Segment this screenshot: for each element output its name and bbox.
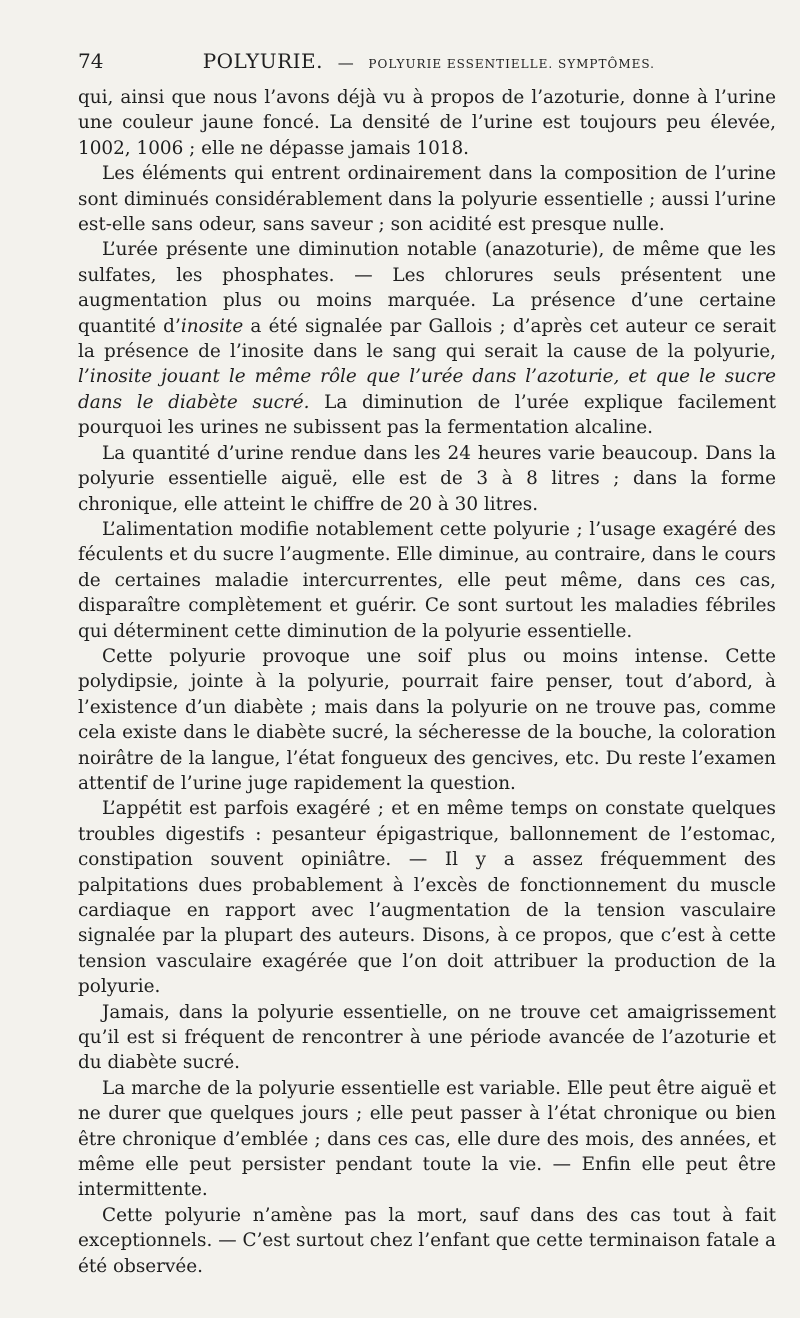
paragraph: L’appétit est parfois exagéré ; et en même temps on constate quelques troubles digestifs : pesanteur épigastrique, ballonnement de l’estomac, constipation souvent opiniâtre. — Il y a assez fréquemment des palpitations dues probablement à l’excès de fonctionnement du muscle cardiaque en rapport avec l’augmentation de la tension vasculaire signalée par la plupart des auteurs. Disons, à ce propos, que c’est à cette tension vasculaire exagérée que l’on doit attribuer la production de la polyurie. xyxy=(78,798,776,998)
paragraph: Cette polyurie n’amène pas la mort, sauf dans des cas tout à fait exceptionnels. — C’est surtout chez l’enfant que cette terminaison fatale a été observée. xyxy=(78,1204,776,1277)
page-number: 74 xyxy=(78,49,104,73)
page-body xyxy=(78,85,776,1279)
header-separator: — xyxy=(337,53,354,72)
paragraph-text: L’urée présente une diminution notable (anazoturie), de même que les sulfates, les phosphates. — Les chlorures seuls présentent une augmentation plus ou moins marquée. La présence d’une certaine quantité d’ xyxy=(78,239,776,337)
italic-quote: l’inosite jouant le même rôle que l’urée dans l’azoturie, et que le sucre dans le diabète sucré. xyxy=(78,366,776,413)
paragraph-text: a été signalée par Gallois ; d’après cet auteur ce serait la présence de l’inosite dans le sang qui serait la cause de la polyurie, xyxy=(78,315,777,363)
running-title: POLYURIE. xyxy=(202,49,324,73)
running-subtitle: POLYURIE ESSENTIELLE. SYMPTÔMES. xyxy=(368,57,655,71)
paragraph: Les éléments qui entrent ordinairement dans la composition de l’urine sont diminués considérablement dans la polyurie essentielle ; aussi l’urine est-elle sans odeur, sans saveur ; son acidité est presque nulle. xyxy=(78,163,776,236)
paragraph: Cette polyurie provoque une soif plus ou moins intense. Cette polydipsie, jointe à la polyurie, pourrait faire penser, tout d’abord, à l’existence d’un diabète ; mais dans la polyurie on ne trouve pas, comme cela existe dans le diabète sucré, la sécheresse de la bouche, la coloration noirâtre de la langue, l’état fongueux des gencives, etc. Du reste l’examen attentif de l’urine juge rapidement la question. xyxy=(78,645,776,794)
running-header xyxy=(78,46,778,76)
paragraph: L’alimentation modifie notablement cette polyurie ; l’usage exagéré des féculents et du sucre l’augmente. Elle diminue, au contraire, dans le cours de certaines maladie intercurrentes, elle peut même, dans ces cas, disparaître complètement et guérir. Ce sont surtout les maladies fébriles qui déterminent cette diminution de la polyurie essentielle. xyxy=(78,518,776,642)
paragraph: Jamais, dans la polyurie essentielle, on ne trouve cet amaigrissement qu’il est si fréquent de rencontrer à une période avancée de l’azoturie et du diabète sucré. xyxy=(78,1001,776,1074)
italic-term: inosite xyxy=(180,315,244,337)
paragraph-text: La diminution de l’urée explique facilement pourquoi les urines ne subissent pas la fermentation alcaline. xyxy=(78,391,776,439)
paragraph: qui, ainsi que nous l’avons déjà vu à propos de l’azoturie, donne à l’urine une couleur jaune foncé. La densité de l’urine est toujours peu élevée, 1002, 1006 ; elle ne dépasse jamais 1018. xyxy=(78,87,776,159)
paragraph: La quantité d’urine rendue dans les 24 heures varie beaucoup. Dans la polyurie essentielle aiguë, elle est de 3 à 8 litres ; dans la forme chronique, elle atteint le chiffre de 20 à 30 litres. xyxy=(78,442,776,515)
paragraph: La marche de la polyurie essentielle est variable. Elle peut être aiguë et ne durer que quelques jours ; elle peut passer à l’état chronique ou bien être chronique d’emblée ; dans ces cas, elle dure des mois, des années, et même elle peut persister pendant toute la vie. — Enfin elle peut être intermittente. xyxy=(78,1077,776,1201)
paragraph xyxy=(78,237,776,440)
